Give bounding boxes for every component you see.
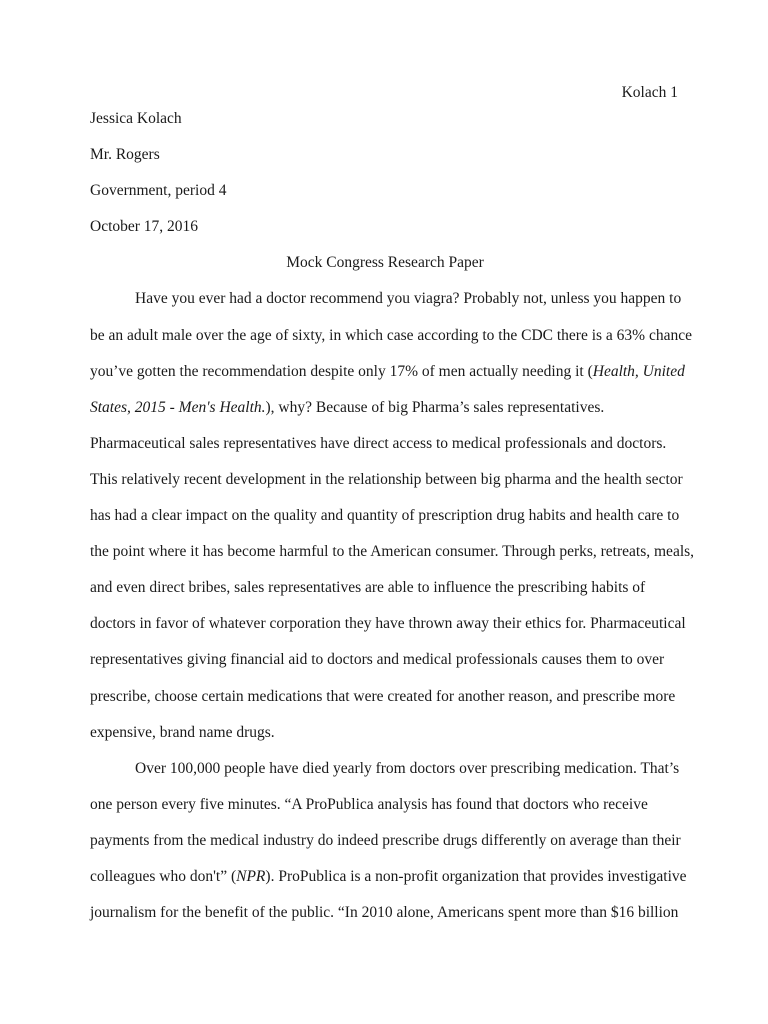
paper-date: October 17, 2016 <box>90 218 199 236</box>
citation-italic: Health, United <box>592 362 685 380</box>
paragraph-line: Pharmaceutical sales representatives have direct access to medical professionals and doctors. <box>90 434 667 452</box>
line-text: ), why? Because of big Pharma’s sales representatives. <box>265 398 605 416</box>
paper-title: Mock Congress Research Paper <box>286 254 484 272</box>
paragraph-line <box>90 354 685 390</box>
instructor-name: Mr. Rogers <box>90 146 160 164</box>
line-text: you’ve gotten the recommendation despite only 17% of men actually needing it ( <box>90 362 593 380</box>
line-text: ). ProPublica is a non-profit organization that provides investigative <box>265 867 687 885</box>
paragraph-line: doctors in favor of whatever corporation they have thrown away their ethics for. Pharmaceutical <box>90 615 686 633</box>
line-text: colleagues who don't” ( <box>90 867 237 885</box>
paragraph-line: be an adult male over the age of sixty, in which case according to the CDC there is a 63% chance <box>90 326 692 344</box>
paragraph-line: expensive, brand name drugs. <box>90 723 275 741</box>
paragraph-line <box>90 390 680 426</box>
paragraph-line: This relatively recent development in the relationship between big pharma and the health sector <box>90 470 683 488</box>
paragraph-line: Have you ever had a doctor recommend you viagra? Probably not, unless you happen to <box>135 290 682 308</box>
paragraph-line: representatives giving financial aid to doctors and medical professionals causes them to over <box>90 651 665 669</box>
paragraph-line: prescribe, choose certain medications that were created for another reason, and prescribe more <box>90 687 676 705</box>
running-head: Kolach 1 <box>621 84 678 101</box>
author-name: Jessica Kolach <box>90 110 182 127</box>
document-body <box>90 101 695 931</box>
paragraph-line: Over 100,000 people have died yearly from doctors over prescribing medication. That’s <box>135 759 680 777</box>
paragraph-2 <box>90 751 687 931</box>
paragraph-1 <box>90 281 695 750</box>
paragraph-line: the point where it has become harmful to the American consumer. Through perks, retreats, meals, <box>90 543 695 561</box>
paragraph-line: payments from the medical industry do indeed prescribe drugs differently on average than their <box>90 831 681 849</box>
paragraph-line <box>90 859 687 895</box>
paragraph-line: one person every five minutes. “A ProPublica analysis has found that doctors who receive <box>90 795 648 813</box>
citation-italic: States, 2015 - Men's Health. <box>90 398 266 416</box>
paragraph-line: and even direct bribes, sales representatives are able to influence the prescribing habits of <box>90 579 646 597</box>
citation-italic: NPR <box>236 867 266 885</box>
course-name: Government, period 4 <box>90 182 227 200</box>
paragraph-line: has had a clear impact on the quality and quantity of prescription drug habits and health care to <box>90 507 680 525</box>
paragraph-line: journalism for the benefit of the public. “In 2010 alone, Americans spent more than $16 billion <box>90 904 679 922</box>
